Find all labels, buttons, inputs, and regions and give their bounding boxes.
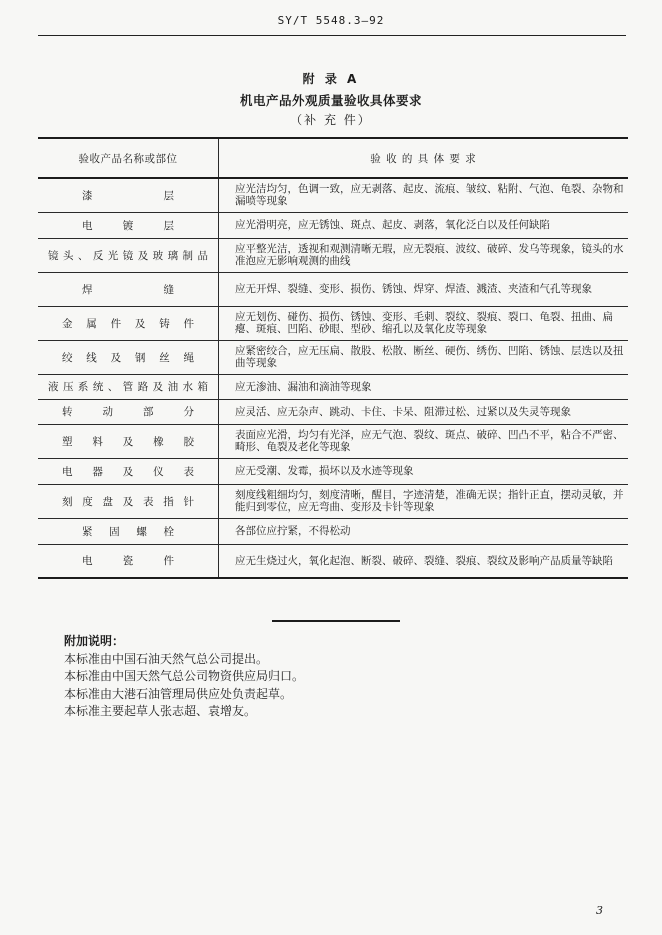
part-label: 紧固螺栓 xyxy=(82,525,174,538)
note-line: 本标准主要起草人张志超、袁增友。 xyxy=(64,704,257,718)
row-part xyxy=(38,544,219,578)
part-label: 绞线及钢丝绳 xyxy=(62,351,194,364)
row-part xyxy=(38,212,219,238)
document-title: 机电产品外观质量验收具体要求 xyxy=(239,93,422,108)
row-part xyxy=(38,272,219,306)
standard-code: SY/T 5548.3—92 xyxy=(277,14,385,27)
row-part xyxy=(38,484,219,518)
header-part: 验收产品名称或部位 xyxy=(38,138,219,178)
row-requirement: 应无划伤、碰伤、损伤、锈蚀、变形、毛刺、裂纹、裂痕、裂口、龟裂、扭曲、扁瘪、斑痕、凹陷、砂眼、型砂、缩孔以及氧化皮等现象 xyxy=(219,306,629,340)
appendix-label: 附 录 A xyxy=(302,72,360,86)
part-label: 电器及仪表 xyxy=(62,465,194,478)
table-row xyxy=(38,374,628,399)
part-label: 焊缝 xyxy=(82,283,174,296)
part-label: 刻度盘及表指针 xyxy=(62,495,194,508)
note-line: 本标准由中国天然气总公司物资供应局归口。 xyxy=(64,669,305,683)
row-part xyxy=(38,374,219,399)
table-row xyxy=(38,399,628,424)
note-line: 本标准由中国石油天然气总公司提出。 xyxy=(64,651,269,666)
header-requirement: 验 收 的 具 体 要 求 xyxy=(219,138,629,178)
row-part xyxy=(38,399,219,424)
row-requirement: 应灵活、应无杂声、跳动、卡住、卡呆、阻滞过松、过紧以及失灵等现象 xyxy=(219,399,629,424)
end-rule xyxy=(272,620,400,622)
part-label: 电瓷件 xyxy=(82,555,174,568)
table-row xyxy=(38,306,628,340)
row-part xyxy=(38,518,219,544)
table-row xyxy=(38,212,628,238)
document-subtitle: （补 充 件） xyxy=(290,113,372,127)
table-row xyxy=(38,272,628,306)
row-requirement: 应无生烧过火，氧化起泡、断裂、破碎、裂缝、裂痕、裂纹及影响产品质量等缺陷 xyxy=(219,544,629,578)
part-label: 塑料及橡胶 xyxy=(62,435,194,448)
table-row xyxy=(38,340,628,374)
table-row xyxy=(38,458,628,484)
table-row xyxy=(38,178,628,212)
table-row xyxy=(38,238,628,272)
additional-notes xyxy=(64,633,304,721)
part-label: 漆层 xyxy=(82,189,174,202)
row-requirement: 各部位应拧紧，不得松动 xyxy=(219,518,629,544)
part-label: 转动部分 xyxy=(62,406,194,418)
row-part xyxy=(38,458,219,484)
row-requirement: 应紧密绞合，应无压扁、散股、松散、断丝、硬伤、绣伤、凹陷、锈蚀、层迭以及扭曲等现象 xyxy=(219,340,629,374)
row-part xyxy=(38,306,219,340)
row-requirement: 应平整光洁，透视和观测清晰无瑕，应无裂痕、波纹、破碎、发乌等现象，镜头的水准泡应无影响观测的曲线 xyxy=(219,238,629,272)
table-header-row xyxy=(38,138,628,178)
row-requirement: 应光滑明亮，应无锈蚀、斑点、起皮、剥落，氧化泛白以及任何缺陷 xyxy=(219,212,629,238)
note-line: 本标准由大港石油管理局供应处负责起草。 xyxy=(64,686,293,701)
row-requirement: 表面应光滑，均匀有光泽，应无气泡、裂纹、斑点、破碎、凹凸不平，粘合不严密、畸形、龟裂及老化等现象 xyxy=(219,424,629,458)
row-requirement: 应无受潮、发霉，损坏以及水迹等现象 xyxy=(219,458,629,484)
row-requirement: 应无渗油、漏油和滴油等现象 xyxy=(219,374,629,399)
row-requirement: 应无开焊、裂缝、变形、损伤、锈蚀、焊穿、焊渣、溅渣、夹渣和气孔等现象 xyxy=(219,272,629,306)
part-label: 液压系统、管路及油水箱 xyxy=(48,381,208,393)
requirements-table xyxy=(38,137,628,579)
notes-heading: 附加说明： xyxy=(64,634,125,648)
row-requirement: 刻度线粗细均匀，刻度清晰，醒目，字迹清楚，准确无误；指针正直，摆动灵敏，并能归到零位，应无弯曲、变形及卡针等现象 xyxy=(219,484,629,518)
row-part xyxy=(38,340,219,374)
row-part xyxy=(38,178,219,212)
row-part xyxy=(38,238,219,272)
row-part xyxy=(38,424,219,458)
table-row xyxy=(38,544,628,578)
table-row xyxy=(38,518,628,544)
part-label: 镜头、反光镜及玻璃制品 xyxy=(48,249,208,262)
table-row xyxy=(38,424,628,458)
table-row xyxy=(38,484,628,518)
part-label: 金属件及铸件 xyxy=(62,317,194,330)
header-rule xyxy=(38,35,626,36)
page-number: 3 xyxy=(596,904,603,917)
part-label: 电镀层 xyxy=(82,219,174,232)
row-requirement: 应光洁均匀，色调一致，应无剥落、起皮、流痕、皱纹、粘附、气泡、龟裂、杂物和漏喷等现象 xyxy=(219,178,629,212)
